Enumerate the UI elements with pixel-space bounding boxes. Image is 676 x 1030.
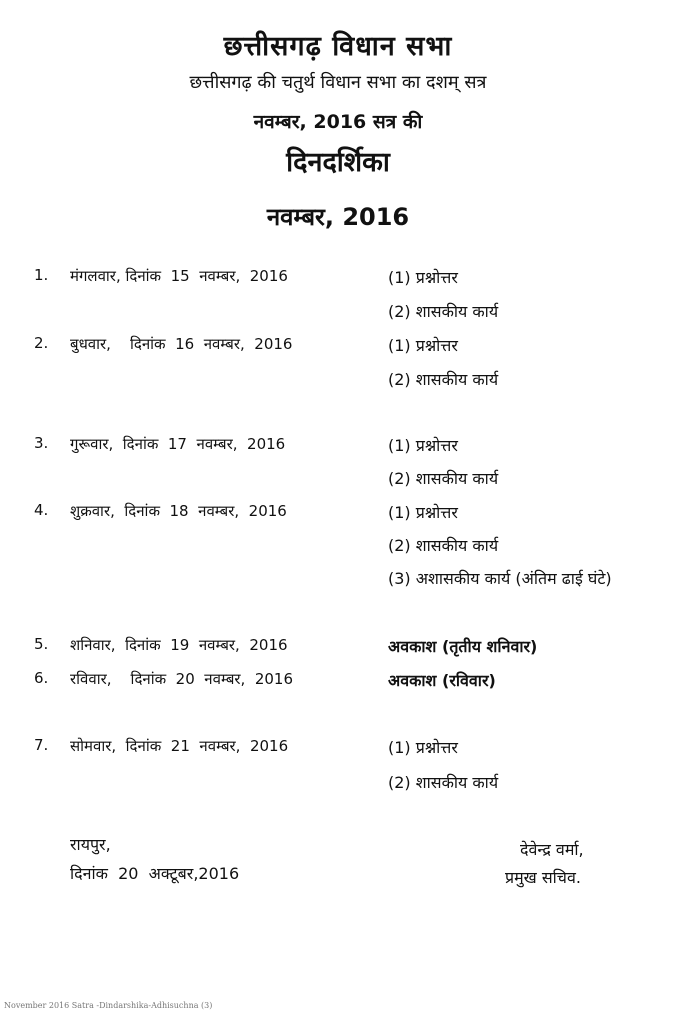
- schedule-row: [0, 771, 676, 795]
- schedule-row: [0, 467, 676, 491]
- signatory-name: देवेन्द्र वर्मा,: [520, 840, 584, 859]
- row-number: 1.: [34, 266, 49, 284]
- row-item: (2) शासकीय कार्य: [388, 773, 499, 792]
- row-date: शनिवार, दिनांक 19 नवम्बर, 2016: [70, 636, 288, 654]
- row-item: अवकाश (तृतीय शनिवार): [388, 637, 538, 656]
- row-item: (3) अशासकीय कार्य (अंतिम ढाई घंटे): [388, 569, 612, 588]
- row-date: रविवार, दिनांक 20 नवम्बर, 2016: [70, 670, 294, 688]
- schedule-row: [0, 434, 676, 458]
- schedule-row: [0, 736, 676, 760]
- schedule-row: [0, 368, 676, 392]
- row-date: बुधवार, दिनांक 16 नवम्बर, 2016: [70, 335, 293, 353]
- row-date: गुरूवार, दिनांक 17 नवम्बर, 2016: [70, 435, 286, 453]
- row-date: मंगलवार, दिनांक 15 नवम्बर, 2016: [70, 267, 288, 285]
- row-number: 7.: [34, 736, 49, 754]
- file-note: November 2016 Satra -Dindarshika-Adhisuchna (3): [4, 1001, 213, 1010]
- schedule-row: [0, 534, 676, 558]
- row-number: 6.: [34, 669, 49, 687]
- schedule-row: [0, 334, 676, 358]
- issue-date: दिनांक 20 अक्टूबर,2016: [70, 864, 240, 883]
- row-item: (1) प्रश्नोत्तर: [388, 738, 458, 757]
- row-item: (1) प्रश्नोत्तर: [388, 503, 458, 522]
- row-item: (1) प्रश्नोत्तर: [388, 268, 458, 287]
- schedule-row: [0, 266, 676, 290]
- row-item: (1) प्रश्नोत्तर: [388, 436, 458, 455]
- month-heading: नवम्बर, 2016: [266, 203, 410, 231]
- session-line: नवम्बर, 2016 सत्र की: [253, 111, 423, 133]
- schedule-row: [0, 635, 676, 659]
- row-item: (2) शासकीय कार्य: [388, 469, 499, 488]
- row-number: 2.: [34, 334, 49, 352]
- signatory-title: प्रमुख सचिव.: [505, 868, 581, 887]
- document-title: दिनदर्शिका: [286, 147, 390, 178]
- row-number: 3.: [34, 434, 49, 452]
- schedule-row: [0, 501, 676, 525]
- row-number: 5.: [34, 635, 49, 653]
- row-date: शुक्रवार, दिनांक 18 नवम्बर, 2016: [70, 502, 287, 520]
- place: रायपुर,: [70, 835, 111, 854]
- row-item: (2) शासकीय कार्य: [388, 302, 499, 321]
- row-number: 4.: [34, 501, 49, 519]
- row-date: सोमवार, दिनांक 21 नवम्बर, 2016: [70, 737, 289, 755]
- schedule-row: [0, 567, 676, 591]
- row-item: (2) शासकीय कार्य: [388, 370, 499, 389]
- row-item: (1) प्रश्नोत्तर: [388, 336, 458, 355]
- row-item: (2) शासकीय कार्य: [388, 536, 499, 555]
- subtitle: छत्तीसगढ़ की चतुर्थ विधान सभा का दशम् सत्र: [189, 72, 487, 93]
- row-item: अवकाश (रविवार): [388, 671, 496, 690]
- title: छत्तीसगढ़ विधान सभा: [223, 31, 453, 62]
- schedule-row: [0, 669, 676, 693]
- schedule-row: [0, 300, 676, 324]
